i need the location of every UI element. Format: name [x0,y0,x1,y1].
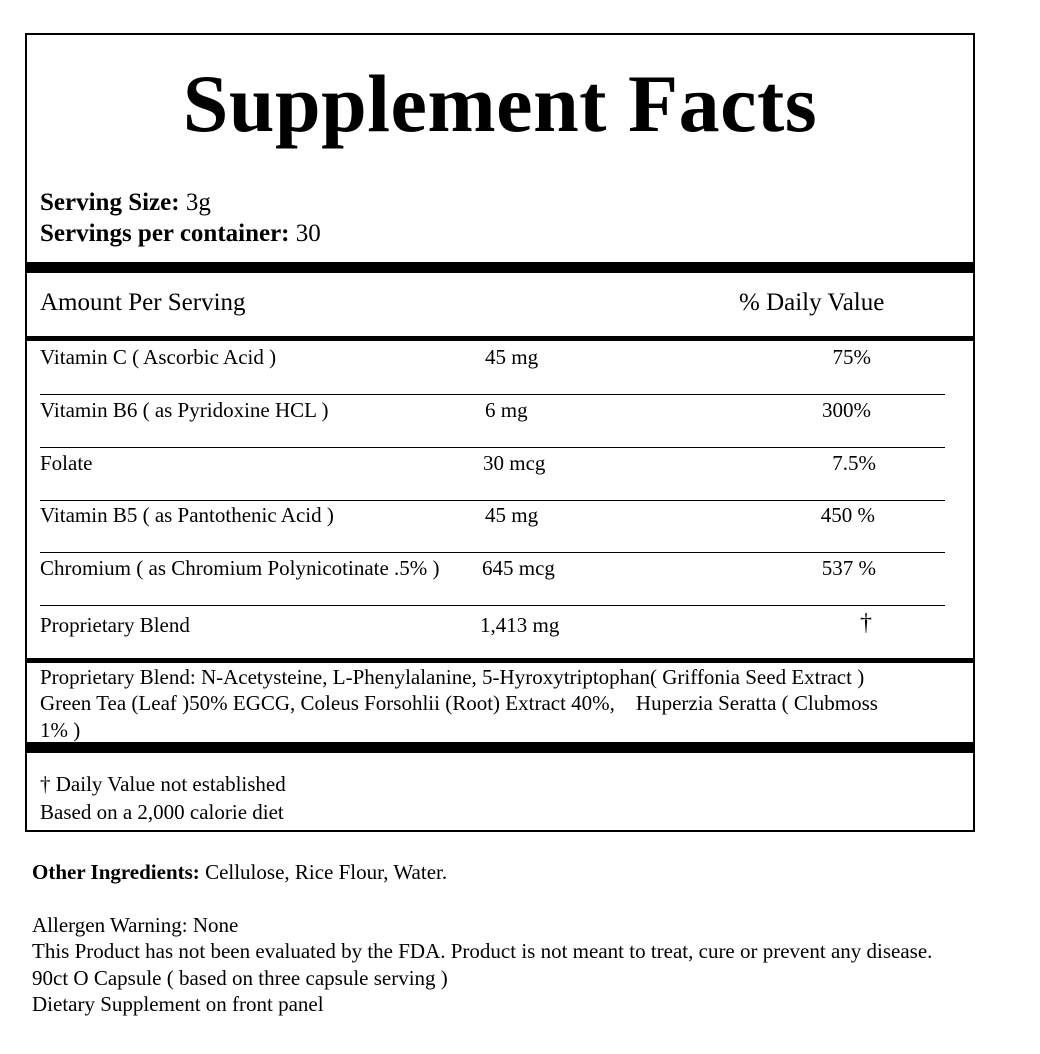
row-amount: 45 mg [485,345,539,369]
blend-divider [27,658,973,663]
fda-disclaimer: This Product has not been evaluated by the FDA. Product is not meant to treat, cure or prevent any disease. [32,939,933,963]
dagger-symbol: † [860,610,872,636]
row-divider [40,605,945,606]
row-name: Chromium ( as Chromium Polynicotinate .5% ) [40,556,440,580]
other-ingredients-label: Other Ingredients: [32,860,200,884]
row-dv: 75% [832,345,871,369]
thick-divider [27,742,973,753]
row-divider [40,552,945,553]
row-amount: 30 mcg [483,451,546,475]
blend-line: 1% ) [40,718,81,742]
row-name: Vitamin C ( Ascorbic Acid ) [40,345,277,369]
serving-size [40,188,211,218]
row-name: Proprietary Blend [40,613,190,637]
front-panel-note: Dietary Supplement on front panel [32,992,324,1016]
row-amount: 645 mcg [482,556,555,580]
row-divider [40,394,945,395]
amount-per-serving-label: Amount Per Serving [40,289,246,316]
serving-size-value: 3g [185,189,211,216]
row-amount: 6 mg [485,398,528,422]
supplement-facts-panel [25,33,975,832]
row-dv: 7.5% [832,451,876,475]
row-name: Vitamin B6 ( as Pyridoxine HCL ) [40,398,329,422]
thick-divider [27,262,973,273]
row-name: Vitamin B5 ( as Pantothenic Acid ) [40,503,334,527]
servings-per-container-label: Servings per container: [40,220,290,247]
blend-line: Proprietary Blend: N-Acetysteine, L-Phenylalanine, 5-Hyroxytriptophan( Griffonia Seed Extract ) [40,665,865,689]
row-name: Folate [40,451,93,475]
header-divider [27,336,973,341]
panel-title: Supplement Facts [182,58,818,149]
serving-size-label: Serving Size: [40,189,180,216]
row-amount: 1,413 mg [480,613,560,637]
calorie-footnote: Based on a 2,000 calorie diet [40,800,284,824]
row-dv: 537 % [821,556,876,580]
servings-per-container [40,219,321,249]
daily-value-label: % Daily Value [739,289,885,316]
allergen-warning: Allergen Warning: None [32,913,239,937]
row-dv: 450 % [820,503,875,527]
blend-line: Green Tea (Leaf )50% EGCG, Coleus Forsohlii (Root) Extract 40%, Huperzia Seratta ( Clubmoss [40,691,878,715]
other-ingredients [32,859,447,886]
other-ingredients-value: Cellulose, Rice Flour, Water. [205,860,448,884]
capsule-info: 90ct O Capsule ( based on three capsule serving ) [32,966,448,990]
row-divider [40,447,945,448]
servings-per-container-value: 30 [295,220,321,247]
row-divider [40,500,945,501]
row-amount: 45 mg [485,503,539,527]
row-dv: 300% [822,398,871,422]
dagger-footnote: † Daily Value not established [40,772,286,796]
